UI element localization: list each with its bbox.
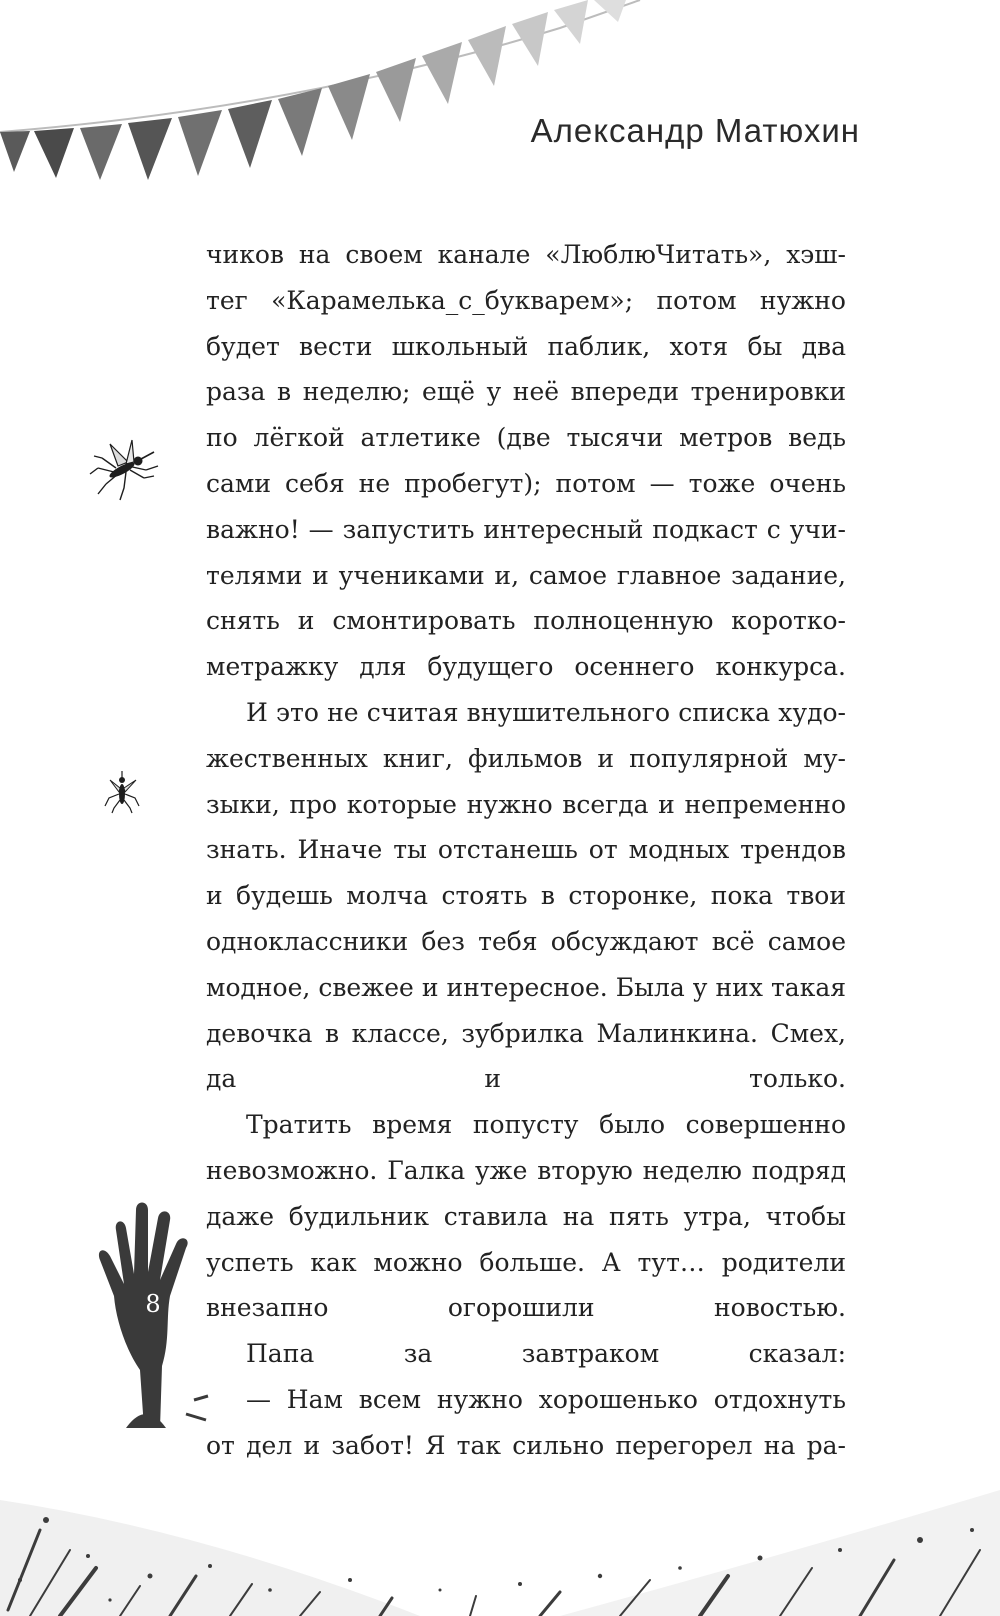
text-line: снять и смонтировать полноценную коротко- (206, 606, 846, 636)
text-line: — Нам всем нужно хорошенько отдохнуть (246, 1384, 846, 1414)
bunting-flag (34, 128, 74, 178)
text-line: зыки, про которые нужно всегда и непременно (206, 789, 846, 819)
text-line: важно! — запустить интересный подкаст с учи- (206, 514, 846, 544)
text-line: Тратить время попусту было совершенно (246, 1110, 846, 1140)
page-number: 8 (145, 1290, 161, 1318)
text-line: Папа за завтраком сказал: (246, 1339, 846, 1369)
bunting-flag (0, 131, 30, 172)
text-line: тег «Карамелька_с_букварем»; потом нужно (206, 285, 846, 315)
bunting-flag (594, 0, 626, 22)
author-name: Александр Матюхин (530, 112, 860, 149)
text-line: внезапно огорошили новостью. (206, 1293, 846, 1323)
mosquito-icon (88, 432, 160, 504)
text-line: даже будильник ставила на пять утра, чтобы (206, 1201, 846, 1231)
text-line: модное, свежее и интересное. Была у них такая (206, 972, 846, 1002)
text-line: успеть как можно больше. А тут… родители (206, 1247, 846, 1277)
bunting-flag (554, 0, 588, 44)
bunting-flag (512, 12, 548, 66)
text-line: девочка в классе, зубрилка Малинкина. Смех, (206, 1018, 846, 1048)
bunting-flag (178, 110, 222, 176)
paragraph (206, 1331, 846, 1377)
text-line: сами себя не пробегут); потом — тоже очень (206, 468, 846, 498)
text-line: И это не считая внушительного списка худо- (246, 697, 846, 727)
bunting-flag (128, 118, 172, 180)
text-line: знать. Иначе ты отстанешь от модных трендов (206, 835, 846, 865)
text-line: телями и учениками и, самое главное задание, (206, 560, 846, 590)
bunting-flag (468, 26, 506, 86)
bunting-flag (422, 42, 462, 104)
bunting-flag (80, 124, 122, 180)
paragraph (206, 690, 846, 1102)
text-line: жественных книг, фильмов и популярной му- (206, 743, 846, 773)
bunting-flag (328, 74, 370, 140)
paragraph (206, 1102, 846, 1331)
text-line: чиков на своем канале «ЛюблюЧитать», хэш- (206, 240, 846, 269)
mosquito-icon (104, 770, 142, 814)
text-line: да и только. (206, 1064, 846, 1094)
paragraph (206, 232, 846, 690)
text-line: от дел и забот! Я так сильно перегорел на ра- (206, 1430, 846, 1460)
text-line: раза в неделю; ещё у неё впереди тренировки (206, 377, 846, 407)
bunting-flag (278, 88, 322, 156)
text-line: одноклассники без тебя обсуждают всё самое (206, 926, 846, 956)
text-line: и будешь молча стоять в сторонке, пока твои (206, 881, 846, 911)
text-line: будет вести школьный паблик, хотя бы два (206, 331, 846, 361)
text-line: по лёгкой атлетике (две тысячи метров ведь (206, 423, 846, 453)
paragraph (206, 1377, 846, 1469)
text-line: метражку для будущего осеннего конкурса. (206, 652, 846, 682)
bunting-flag (228, 100, 272, 168)
bunting-garland (0, 0, 1000, 220)
text-line: невозможно. Галка уже вторую неделю подряд (206, 1155, 846, 1185)
bunting-flag (376, 58, 416, 122)
body-text (206, 232, 846, 1469)
